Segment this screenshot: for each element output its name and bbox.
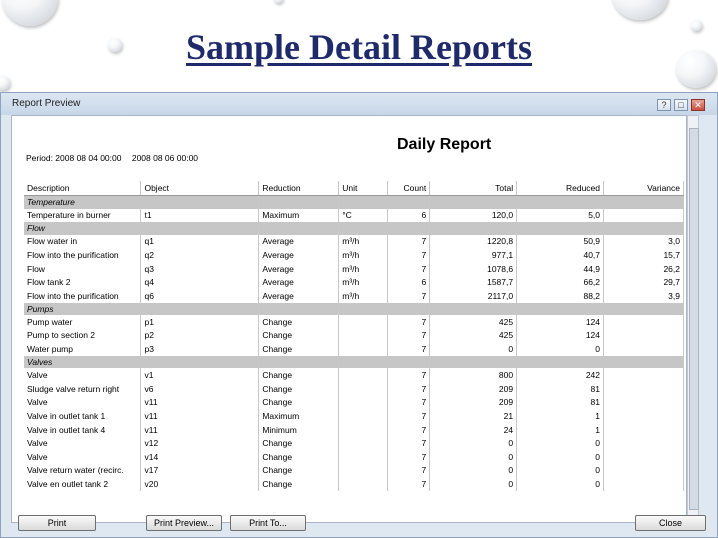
table-row [24,464,684,478]
scrollbar-thumb[interactable] [689,128,699,510]
table-cell: 7 [388,436,430,450]
table-cell: Flow water in [24,235,141,249]
table-cell [339,368,388,382]
table-cell: 7 [388,368,430,382]
table-cell: Change [259,315,339,329]
table-cell: Valve [24,396,141,410]
table-cell: Flow into the purification [24,289,141,303]
table-cell: Flow [24,262,141,276]
group-cell [430,222,517,235]
table-cell [339,329,388,343]
table-cell: 50,9 [517,235,604,249]
table-cell [339,342,388,356]
table-cell: q3 [141,262,259,276]
table-cell: m³/h [339,248,388,262]
group-cell [517,222,604,235]
table-cell: v1 [141,368,259,382]
table-cell: Valve in outlet tank 4 [24,423,141,437]
table-cell: 3,0 [604,235,684,249]
table-cell: 800 [430,368,517,382]
table-cell: v17 [141,464,259,478]
slide-title: Sample Detail Reports [186,27,532,67]
group-cell [430,356,517,369]
table-cell: v12 [141,436,259,450]
group-cell [339,303,388,316]
group-cell [430,303,517,316]
table-header-row [24,181,684,196]
table-cell [339,409,388,423]
group-name: Valves [24,356,141,369]
column-header: Reduced [517,181,604,196]
table-cell: 2117,0 [430,289,517,303]
group-cell [339,356,388,369]
table-row [24,209,684,223]
group-cell [604,222,684,235]
table-cell: 7 [388,342,430,356]
table-cell: Valve en outlet tank 2 [24,477,141,491]
table-row [24,315,684,329]
table-cell: 7 [388,477,430,491]
group-header-row [24,356,684,369]
table-cell [604,329,684,343]
table-cell: 124 [517,329,604,343]
group-name: Pumps [24,303,141,316]
table-cell [604,423,684,437]
table-cell [339,477,388,491]
table-cell: v11 [141,409,259,423]
table-row [24,248,684,262]
table-cell [604,477,684,491]
group-name: Temperature [24,196,141,209]
table-cell [604,382,684,396]
group-header-row [24,196,684,209]
table-cell: Average [259,235,339,249]
table-cell: 7 [388,315,430,329]
period-start: Period: 2008 08 04 00:00 [26,153,122,163]
water-drop-decoration [274,0,283,3]
table-cell: m³/h [339,262,388,276]
table-cell: v11 [141,423,259,437]
group-cell [259,303,339,316]
table-cell: Change [259,477,339,491]
table-cell: v6 [141,382,259,396]
table-cell: Change [259,396,339,410]
table-cell: m³/h [339,275,388,289]
table-cell: Pump water [24,315,141,329]
table-cell: 7 [388,248,430,262]
table-cell: t1 [141,209,259,223]
table-cell: 977,1 [430,248,517,262]
table-cell: 124 [517,315,604,329]
table-cell: 0 [517,450,604,464]
table-cell [604,409,684,423]
group-header-row [24,222,684,235]
table-cell: 425 [430,315,517,329]
table-row [24,409,684,423]
table-row [24,450,684,464]
table-cell [604,368,684,382]
table-cell: q1 [141,235,259,249]
group-cell [339,196,388,209]
table-cell: 7 [388,396,430,410]
table-cell: 5,0 [517,209,604,223]
table-cell: v11 [141,396,259,410]
report-period [26,153,206,163]
table-cell [604,436,684,450]
table-cell: m³/h [339,289,388,303]
table-cell: 0 [517,464,604,478]
table-row [24,436,684,450]
table-cell: 66,2 [517,275,604,289]
window-title: Report Preview [12,98,81,109]
table-cell: 242 [517,368,604,382]
group-cell [259,196,339,209]
table-cell: 7 [388,262,430,276]
table-body [24,196,684,491]
table-cell: Average [259,275,339,289]
table-cell: Valve [24,450,141,464]
group-cell [388,303,430,316]
table-cell: Sludge valve return right [24,382,141,396]
table-cell: 26,2 [604,262,684,276]
group-cell [141,303,259,316]
table-cell: 6 [388,275,430,289]
table-cell: p1 [141,315,259,329]
table-cell: 0 [517,436,604,450]
table-row [24,262,684,276]
table-row [24,368,684,382]
table-cell: 3,9 [604,289,684,303]
table-cell [604,464,684,478]
table-cell: Change [259,450,339,464]
column-header: Total [430,181,517,196]
water-drop-decoration [2,0,58,26]
table-cell: Temperature in burner [24,209,141,223]
table-cell [339,450,388,464]
group-cell [517,303,604,316]
table-row [24,235,684,249]
column-header: Count [388,181,430,196]
table-cell: Change [259,464,339,478]
period-end: 2008 08 06 00:00 [131,153,199,163]
vertical-scrollbar[interactable] [687,115,699,521]
table-cell: 0 [430,342,517,356]
table-cell: 7 [388,235,430,249]
group-cell [141,196,259,209]
table-row [24,342,684,356]
table-cell: Change [259,368,339,382]
table-cell: 81 [517,396,604,410]
table-cell [339,464,388,478]
group-cell [141,356,259,369]
water-drop-decoration [612,0,668,20]
table-cell: 0 [517,477,604,491]
table-cell: Flow into the purification [24,248,141,262]
print-button[interactable]: Print [18,515,96,531]
group-cell [141,222,259,235]
report-table [24,181,684,491]
table-cell: 7 [388,423,430,437]
group-cell [388,356,430,369]
group-name: Flow [24,222,141,235]
table-cell: 1587,7 [430,275,517,289]
table-cell: Change [259,329,339,343]
table-cell: 7 [388,409,430,423]
report-preview-window [0,92,718,538]
table-cell: 40,7 [517,248,604,262]
table-row [24,382,684,396]
table-cell: 209 [430,382,517,396]
table-cell: 1 [517,423,604,437]
table-cell: q4 [141,275,259,289]
table-cell: 6 [388,209,430,223]
column-header: Unit [339,181,388,196]
table-row [24,275,684,289]
table-cell: 1220,8 [430,235,517,249]
table-cell: 7 [388,289,430,303]
print-to-button[interactable]: Print To... [230,515,306,531]
table-cell [604,450,684,464]
table-cell: 0 [517,342,604,356]
table-cell: 1 [517,409,604,423]
table-cell: Maximum [259,209,339,223]
table-cell: 0 [430,450,517,464]
table-cell: q6 [141,289,259,303]
table-cell: 0 [430,436,517,450]
table-cell: v20 [141,477,259,491]
group-cell [517,356,604,369]
table-cell: Change [259,436,339,450]
table-cell: Average [259,262,339,276]
table-cell [604,342,684,356]
table-cell: q2 [141,248,259,262]
table-row [24,477,684,491]
table-row [24,396,684,410]
table-cell: 44,9 [517,262,604,276]
table-cell: v14 [141,450,259,464]
table-cell: m³/h [339,235,388,249]
column-header: Variance [604,181,684,196]
table-row [24,289,684,303]
table-cell: 21 [430,409,517,423]
group-cell [517,196,604,209]
table-row [24,329,684,343]
maximize-button[interactable]: □ [674,99,688,111]
table-cell: Valve [24,368,141,382]
table-cell [339,315,388,329]
table-cell [339,423,388,437]
table-cell: 1078,6 [430,262,517,276]
group-cell [604,196,684,209]
table-cell: 24 [430,423,517,437]
table-cell: 15,7 [604,248,684,262]
table-row [24,423,684,437]
column-header: Reduction [259,181,339,196]
table-cell: p3 [141,342,259,356]
table-cell: 7 [388,464,430,478]
table-cell: Flow tank 2 [24,275,141,289]
table-cell: 81 [517,382,604,396]
table-cell [604,315,684,329]
button-bar [1,513,717,537]
table-cell: 29,7 [604,275,684,289]
column-header: Description [24,181,141,196]
table-cell: 7 [388,450,430,464]
table-cell: 7 [388,382,430,396]
table-cell [339,396,388,410]
group-cell [259,356,339,369]
table-cell: Average [259,248,339,262]
group-cell [339,222,388,235]
table-cell [604,396,684,410]
group-cell [388,196,430,209]
table-cell: 88,2 [517,289,604,303]
table-cell: Maximum [259,409,339,423]
table-cell: °C [339,209,388,223]
report-page [11,115,687,523]
window-titlebar[interactable] [1,93,717,115]
table-cell: 0 [430,477,517,491]
group-cell [604,303,684,316]
table-cell: Change [259,342,339,356]
table-cell [604,209,684,223]
table-cell: 7 [388,329,430,343]
group-cell [430,196,517,209]
group-cell [259,222,339,235]
table-cell: Valve return water (recirc. [24,464,141,478]
group-cell [604,356,684,369]
table-cell: 120,0 [430,209,517,223]
close-window-button[interactable]: ✕ [691,99,705,111]
table-cell: Minimum [259,423,339,437]
table-cell: Valve in outlet tank 1 [24,409,141,423]
group-cell [388,222,430,235]
column-header: Object [141,181,259,196]
table-cell: 425 [430,329,517,343]
close-button[interactable]: Close [635,515,706,531]
table-cell: p2 [141,329,259,343]
table-cell [339,436,388,450]
report-title: Daily Report [397,136,492,153]
table-cell: 0 [430,464,517,478]
help-button[interactable]: ? [657,99,671,111]
print-preview-button[interactable]: Print Preview... [146,515,222,531]
table-cell: Valve [24,436,141,450]
table-cell: Water pump [24,342,141,356]
group-header-row [24,303,684,316]
table-cell: Average [259,289,339,303]
table-cell: Change [259,382,339,396]
table-cell: Pump to section 2 [24,329,141,343]
table-cell: 209 [430,396,517,410]
table-cell [339,382,388,396]
water-drop-decoration [0,76,10,90]
